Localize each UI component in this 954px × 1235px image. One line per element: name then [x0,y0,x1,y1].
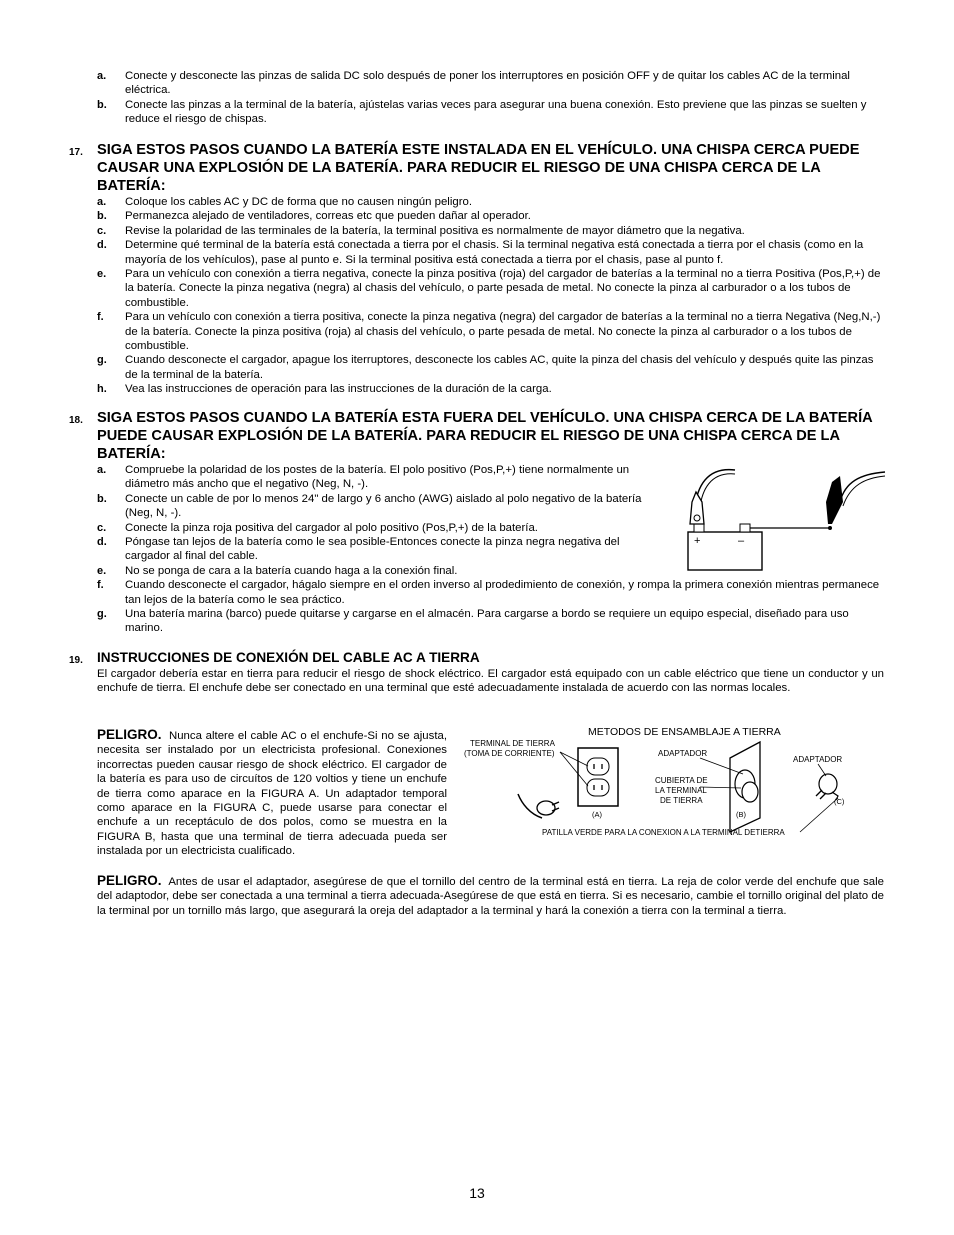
battery-post-negative [740,524,750,532]
section-18-heading [0,409,954,463]
section-18-list-wide [0,578,954,636]
pointer-line [800,798,838,832]
grounding-methods-figure [460,722,880,847]
adapter-prong [816,790,822,796]
battery-post-positive [694,524,704,532]
s18-item-b [0,492,664,521]
item-letter: e. [97,564,107,577]
patilla-label: PATILLA VERDE PARA LA CONEXION A LA TERMINAL DETIERRA [542,828,785,837]
section-19-paragraph: El cargador debería estar en tierra para reducir el riesgo de shock eléctrico. El cargador está equipado con un cable eléctrico que tiene un conductor y un enchufe de tierra. El enchufe debe ser conectado en una terminal que esté adecuadamente instalada de acuerdo con las normas locales. [97,668,884,695]
s17-item-h [0,382,954,396]
s18-item-f [0,578,954,607]
item-letter: f. [97,579,104,592]
section-number: 17. [69,147,83,158]
outlet-socket-bottom [587,779,609,796]
s17-item-b [0,209,954,223]
adapter-b-body [742,782,758,802]
battery-plus: + [694,535,701,547]
item-letter: a. [97,70,107,82]
section-19 [0,649,954,696]
item-text: Para un vehículo con conexión a tierra positiva, conecte la pinza negativa (negra) del cargador de baterías a la terminal no a tierra Negativa (Neg,N,-) de la batería. Conecte la pinza positiva (roja) al chasis del vehículo, o parte pesada de metal. No conecte la pinza al carburador o a los tubos de combustible. [125,311,881,353]
item-text: Conecte un cable de por lo menos 24" de largo y 6 ancho (AWG) aislado al polo negativo de la batería (Neg, N, -). [125,492,642,520]
section-title: INSTRUCCIONES DE CONEXIÓN DEL CABLE AC A TIERRA [97,650,480,665]
item-letter: b. [97,210,107,223]
peligro-text: Nunca altere el cable AC o el enchufe-Si no se ajusta, necesita ser instalado por un electricista profesional. Conexiones incorrectas pueden causar riesgo de shock eléctrico. El cargador de la batería es para uso de circuítos de 120 voltios y tiene un enchufe de tierra como aparace en la FIGURA A. Un adaptador temporal como aparace en la FIGURA C, puede usarse para conectar el enchufe a un receptáculo de dos polos, como se muestra en la FIGURA B, hasta que una terminal de tierra adecuada pueda ser instalada por un electricista cualificado. [97,730,447,858]
fig-c-label: (C) [834,797,845,806]
battery-clamp-figure [680,462,890,572]
s18-item-a [0,463,664,492]
item-letter: d. [97,536,107,549]
adapter-prong [820,793,826,799]
s17-item-g [0,353,954,382]
outlet-socket-top [587,758,609,775]
item-text: Permanezca alejado de ventiladores, correas etc que pueden dañar al operador. [125,210,531,223]
item-text: Conecte y desconecte las pinzas de salida DC solo después de poner los interruptores en posición OFF y de quitar los cables AC de la terminal eléctrica. [125,70,850,97]
item-text: Para un vehículo con conexión a tierra negativa, conecte la pinza positiva (roja) del cargador de baterías a la terminal no a tierra Positiva (Pos,P,+) de la batería. Conecte la pinza negativa (negra) al chasis del vehículo, o parte pesada de metal. No conecte la pinza al carburador o a los tubos de combustible. [125,268,881,309]
peligro-1 [97,728,447,859]
section-title: SIGA ESTOS PASOS CUANDO LA BATERÍA ESTA FUERA DEL VEHÍCULO. UNA CHISPA CERCA DE LA BATERÍA PUEDE CAUSAR EXPLOSIÓN DE LA BATERÍA. PARA REDUCIR EL RIESGO DE UNA CHISPA CERCA DE LA BATERÍA: [97,410,873,462]
item-letter: c. [97,521,107,534]
terminal-label-2: (TOMA DE CORRIENTE) [464,749,555,758]
page-number: 13 [469,1185,485,1201]
item-letter: c. [97,224,107,237]
item-letter: a. [97,196,107,208]
item-text: Cuando desconecte el cargador, apague los iterruptores, desconecte los cables AC, quite la pinza del chasis del vehículo y después quite las pinzas de la terminal de la batería. [125,354,874,381]
item-letter: g. [97,354,107,367]
section-number: 19. [69,655,83,666]
item-letter: h. [97,383,107,396]
item-letter: a. [97,464,107,476]
intro-list [0,69,954,127]
s18-item-c [0,521,664,535]
outlet-plate-a [578,748,618,806]
item-text: Coloque los cables AC y DC de forma que no causen ningún peligro. [125,196,472,208]
s17-item-c [0,224,954,238]
cable-end [828,526,832,530]
section-title: SIGA ESTOS PASOS CUANDO LA BATERÍA ESTE INSTALADA EN EL VEHÍCULO. UNA CHISPA CERCA PUEDE CAUSAR UNA EXPLOSIÓN DE LA BATERÍA. PARA REDUCIR EL RIESGO DE UNA CHISPA CERCA DE LA BATERÍA: [97,142,860,194]
item-letter: b. [97,492,107,505]
fig-b-label: (B) [736,810,746,819]
section-17-heading [0,141,954,195]
s17-item-a [0,195,954,209]
item-text: Conecte la pinza roja positiva del cargador al polo positivo (Pos,P,+) de la batería. [125,521,538,534]
section-number: 18. [69,415,83,426]
item-text: No se ponga de cara a la batería cuando haga a la conexión final. [125,564,458,577]
s18-item-d [0,535,664,564]
item-text: Conecte las pinzas a la terminal de la batería, ajústelas varias veces para asegurar una buena conexión. Esto previene que las pinzas se suelten y reduce el riesgo de chispas. [125,98,867,126]
item-letter: b. [97,98,107,111]
peligro-text: Antes de usar el adaptador, asegúrese de que el tornillo del centro de la terminal está en tierra. La reja de color verde del enchufe que sale del adaptodor, debe ser conectada a una terminal a tierra adecuada-Asegúrese de que está en tierra. Si es necesario, cambie el tornillo original del plato de la terminal por un tornillo más largo, que asegurará la oreja del adaptador a la terminal y hará la conexión a tierra con la terminal a tierra. [97,876,885,917]
terminal-label-1: TERMINAL DE TIERRA [470,739,555,748]
item-text: Una batería marina (barco) puede quitarse y cargarse en el almacén. Para cargarse a bordo se requiere un equipo especial, diseñado para uso marino. [125,608,849,635]
battery-minus: – [738,535,745,547]
cubierta-label-2: LA TERMINAL [655,786,707,795]
plug-a [537,801,555,815]
s18-item-g [0,607,954,636]
peligro-label: PELIGRO. [97,873,162,888]
item-text: Cuando desconecte el cargador, hágalo siempre en el orden inverso al prodedimiento de conexión, y rompa la primera conexión mientras permanece tan lejos de la batería como le sea práctico. [125,579,880,606]
intro-item-a [0,69,954,98]
section-19-heading [0,649,954,667]
pointer-line [818,764,826,776]
fig-a-label: (A) [592,810,602,819]
item-text: Compruebe la polaridad de los postes de la batería. El polo positivo (Pos,P,+) tiene normalmente un diámetro más ancho que el negativo (Neg, N, -). [125,464,630,491]
peligro-2 [0,874,954,918]
section-17 [0,141,954,397]
item-text: Póngase tan lejos de la batería como le sea posible-Entonces conecte la pinza negra negativa del cargador al final del cable. [125,536,620,563]
s17-item-d [0,238,954,267]
intro-item-b [0,98,954,127]
cable-right-inner [843,476,885,506]
adaptador-b-label: ADAPTADOR [658,749,708,758]
item-text: Determine qué terminal de la batería está conectada a tierra por el chasis. Si la terminal negativa está conectada a tierra por el chasis (como en la mayoría de los vehículos), pase al punto e. Si la terminal positiva está conectada a tierra por el chasis, pase al punto f. [125,239,864,266]
item-text: Revise la polaridad de las terminales de la batería, la terminal positiva es normalmente de mayor diámetro que la negativa. [125,224,745,237]
item-letter: e. [97,268,107,281]
item-letter: f. [97,311,104,324]
item-letter: d. [97,239,107,252]
cubierta-label-3: DE TIERRA [660,796,703,805]
black-clamp [826,476,843,524]
s17-item-e [0,267,954,310]
figure-title: METODOS DE ENSAMBLAJE A TIERRA [588,726,781,738]
item-letter: g. [97,608,107,621]
section-17-list [0,195,954,397]
s18-item-e [0,564,664,578]
peligro-label: PELIGRO. [97,727,162,742]
red-clamp-pivot [694,515,700,521]
item-text: Vea las instrucciones de operación para las instrucciones de la duración de la carga. [125,383,552,396]
s17-item-f [0,310,954,353]
adaptador-c-label: ADAPTADOR [793,755,843,764]
cubierta-label-1: CUBIERTA DE [655,776,708,785]
